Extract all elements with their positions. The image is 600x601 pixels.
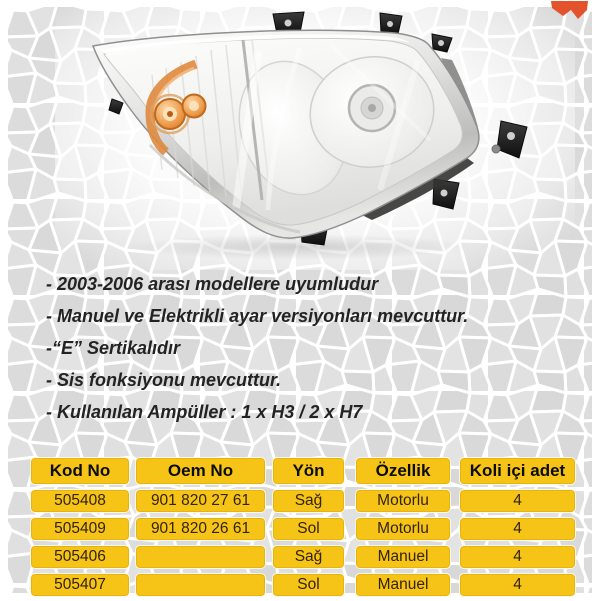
cell-ozellik: Motorlu <box>355 489 451 513</box>
feature-item: -“E” Sertikalıdır <box>46 338 181 358</box>
cell-oem-no <box>135 573 266 597</box>
cell-ozellik: Manuel <box>355 573 451 597</box>
feature-item: - Kullanılan Ampüller : 1 x H3 / 2 x H7 <box>46 402 363 422</box>
cell-koli-ici-adet: 4 <box>459 573 576 597</box>
feature-list <box>46 268 576 428</box>
cell-koli-ici-adet: 4 <box>459 489 576 513</box>
sprinter-headlight-photo <box>0 0 600 280</box>
cell-oem-no: 901 820 27 61 <box>135 489 266 513</box>
flange-screw-hole <box>492 145 500 153</box>
table-header-row <box>30 457 577 485</box>
headlight-shadow <box>125 234 475 260</box>
feature-item: - 2003-2006 arası modellere uyumludur <box>46 274 379 294</box>
cell-yon: Sol <box>272 573 345 597</box>
spec-table <box>30 457 577 601</box>
header-ozellik: Özellik <box>355 457 451 485</box>
cell-koli-ici-adet: 4 <box>459 517 576 541</box>
feature-item: - Sis fonksiyonu mevcuttur. <box>46 370 282 390</box>
brand-corner-logo <box>548 0 594 24</box>
table-row <box>30 573 577 597</box>
feature-item: - Manuel ve Elektrikli ayar versiyonları mevcuttur. <box>46 306 469 326</box>
cell-kod-no: 505407 <box>30 573 130 597</box>
cell-ozellik: Motorlu <box>355 517 451 541</box>
table-row <box>30 545 577 569</box>
cell-oem-no: 901 820 26 61 <box>135 517 266 541</box>
header-koli-ici-adet: Koli içi adet <box>459 457 576 485</box>
cell-oem-no <box>135 545 266 569</box>
table-row <box>30 517 577 541</box>
cell-yon: Sol <box>272 517 345 541</box>
cell-kod-no: 505408 <box>30 489 130 513</box>
header-oem-no: Oem No <box>135 457 266 485</box>
cell-yon: Sağ <box>272 489 345 513</box>
logo-mark <box>551 1 588 19</box>
cell-kod-no: 505406 <box>30 545 130 569</box>
header-yon: Yön <box>272 457 345 485</box>
cell-koli-ici-adet: 4 <box>459 545 576 569</box>
header-kod-no: Kod No <box>30 457 130 485</box>
cell-ozellik: Manuel <box>355 545 451 569</box>
cell-kod-no: 505409 <box>30 517 130 541</box>
table-row <box>30 489 577 513</box>
cell-yon: Sağ <box>272 545 345 569</box>
